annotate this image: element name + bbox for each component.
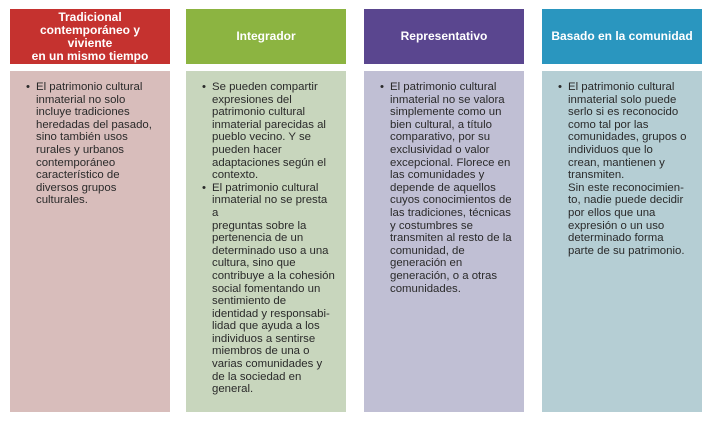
column-header xyxy=(364,9,524,64)
list-item xyxy=(558,81,692,257)
bullet-list xyxy=(186,71,346,396)
column-header xyxy=(542,9,702,64)
list-item-text: El patrimonio cultural inmaterial no se presta a preguntas sobre la pertenencia de un determinado uso a una cultura, sino que contribuye a la cohesión social fomentando un sentimiento de identidad y responsabi- lidad que ayuda a los individuos a sentirse miembros de una o varias comunidades y de la sociedad en general. xyxy=(212,181,335,396)
list-item-text: El patrimonio cultural inmaterial no solo incluye tradiciones heredadas del pasado, sino también usos rurales y urbanos contemporáneo característico de diversos grupos culturales. xyxy=(36,81,152,207)
list-item xyxy=(380,81,514,295)
list-item-text: El patrimonio cultural inmaterial solo puede serlo si es reconocido como tal por las comunidades, grupos o individuos que lo crean, mantienen y transmiten. Sin este reconocimien- to, nadie puede decidir por ellos que una expresión o un uso determinado forma parte de su patrimonio. xyxy=(568,81,687,257)
bullet-icon: • xyxy=(202,81,206,93)
column-title: Basado en la comunidad xyxy=(551,29,693,43)
column-body xyxy=(542,71,702,412)
column-body xyxy=(186,71,346,412)
column-header xyxy=(10,9,170,64)
column-title: Representativo xyxy=(400,29,488,43)
column-representativo xyxy=(364,9,524,412)
bullet-icon: • xyxy=(202,181,206,194)
bullet-list xyxy=(364,71,524,295)
column-body xyxy=(364,71,524,412)
column-body xyxy=(10,71,170,412)
column-title: Integrador xyxy=(236,29,296,43)
bullet-list xyxy=(10,71,170,207)
column-tradicional xyxy=(10,9,170,412)
bullet-list xyxy=(542,71,702,257)
bullet-icon: • xyxy=(558,81,562,93)
list-item xyxy=(202,81,336,182)
column-basado-en-la-comunidad xyxy=(542,9,702,412)
column-title: Tradicional contemporáneo y viviente en un mismo tiempo xyxy=(31,9,149,63)
list-item-text: Se pueden compartir expresiones del patrimonio cultural inmaterial parecidas al pueblo vecino. Y se pueden hacer adaptaciones según el contexto. xyxy=(212,81,326,182)
column-header xyxy=(186,9,346,64)
list-item-text: El patrimonio cultural inmaterial no se valora simplemente como un bien cultural, a título comparativo, por su exclusividad o valor excepcional. Florece en las comunidades y depende de aquellos cuyos conocimientos de las tradiciones, técnicas y costumbres se transmiten al resto de la comunidad, de generación en generación, o a otras comunidades. xyxy=(390,81,512,295)
column-integrador xyxy=(186,9,346,412)
bullet-icon: • xyxy=(380,81,384,93)
list-item xyxy=(26,81,160,207)
bullet-icon: • xyxy=(26,81,30,93)
list-item xyxy=(202,182,336,396)
